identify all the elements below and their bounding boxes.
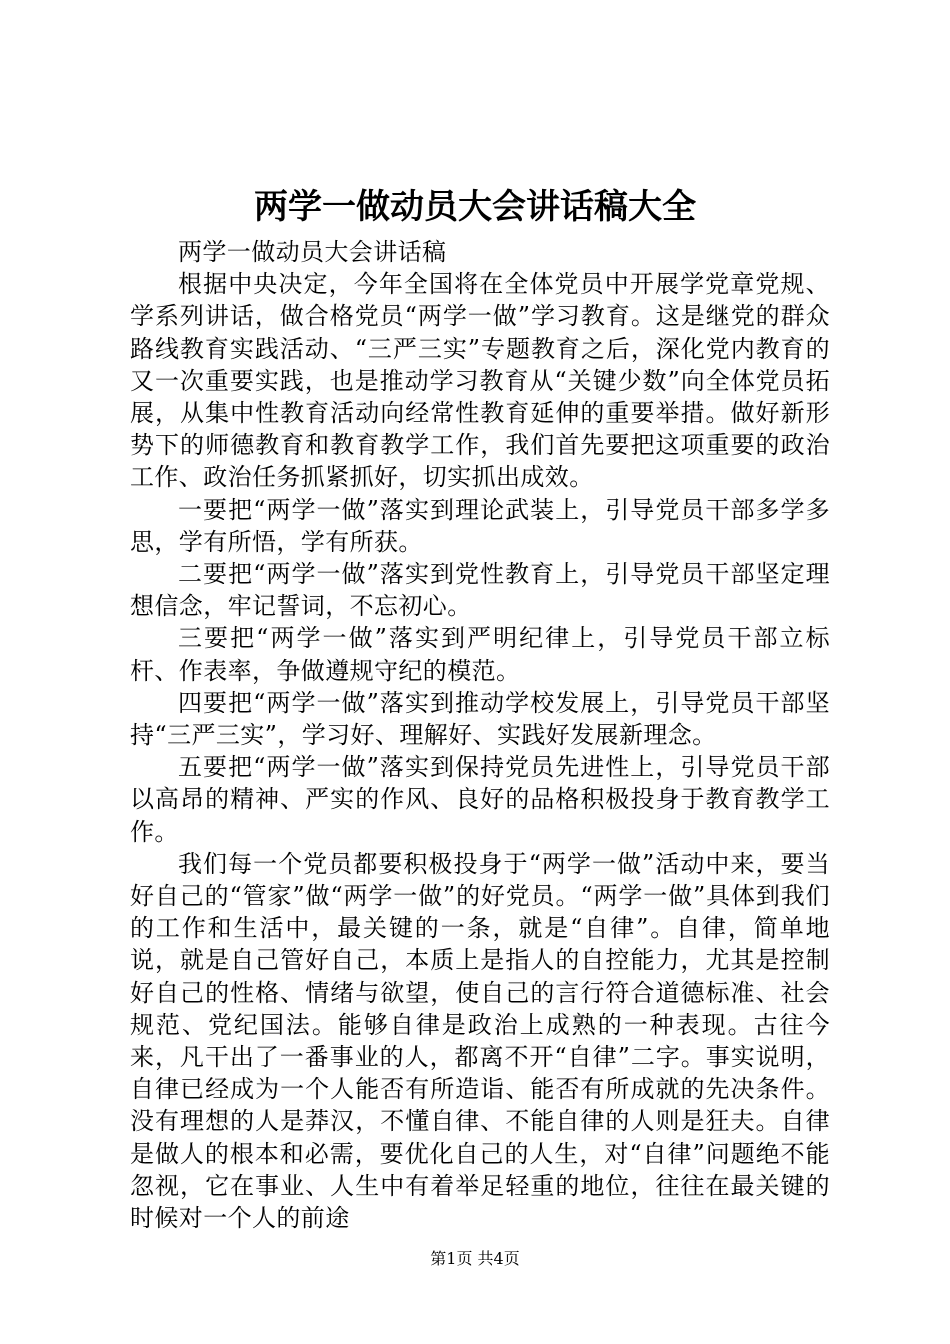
paragraph: 四要把“两学一做”落实到推动学校发展上，引导党员干部坚持“三严三实”，学习好、理解好、实践好发展新理念。: [130, 688, 830, 750]
paragraph: 我们每一个党员都要积极投身于“两学一做”活动中来，要当好自己的“管家”做“两学一做”的好党员。“两学一做”具体到我们的工作和生活中，最关键的一条，就是“自律”。自律，简单地说，就是自己管好自己，本质上是指人的自控能力，尤其是控制好自己的性格、情绪与欲望，使自己的言行符合道德标准、社会规范、党纪国法。能够自律是政治上成熟的一种表现。古往今来，凡干出了一番事业的人，都离不开“自律”二字。事实说明，自律已经成为一个人能否有所造诣、能否有所成就的先决条件。没有理想的人是莽汉，不懂自律、不能自律的人则是狂夫。自律是做人的根本和必需，要优化自己的人生，对“自律”问题绝不能忽视，它在事业、人生中有着举足轻重的地位，往往在最关键的时候对一个人的前途: [130, 849, 830, 1233]
paragraph: 三要把“两学一做”落实到严明纪律上，引导党员干部立标杆、作表率，争做遵规守纪的模范。: [130, 624, 830, 685]
paragraph: 二要把“两学一做”落实到党性教育上，引导党员干部坚定理想信念，牢记誓词，不忘初心。: [130, 560, 830, 621]
paragraph: 一要把“两学一做”落实到理论武装上，引导党员干部多学多思，学有所悟，学有所获。: [130, 495, 830, 556]
document-title: 两学一做动员大会讲话稿大全: [254, 187, 696, 227]
document-body: [130, 236, 830, 1234]
paragraph-subtitle: 两学一做动员大会讲话稿: [178, 238, 447, 266]
paragraph: 五要把“两学一做”落实到保持党员先进性上，引导党员干部以高昂的精神、严实的作风、良好的品格积极投身于教育教学工作。: [130, 753, 830, 846]
paragraph: 根据中央决定，今年全国将在全体党员中开展学党章党规、学系列讲话，做合格党员“两学一做”学习教育。这是继党的群众路线教育实践活动、“三严三实”专题教育之后，深化党内教育的又一次重要实践，也是推动学习教育从“关键少数”向全体党员拓展，从集中性教育活动向经常性教育延伸的重要举措。做好新形势下的师德教育和教育教学工作，我们首先要把这项重要的政治工作、政治任务抓紧抓好，切实抓出成效。: [130, 270, 830, 492]
page-footer: 第1页 共4页: [430, 1249, 520, 1268]
